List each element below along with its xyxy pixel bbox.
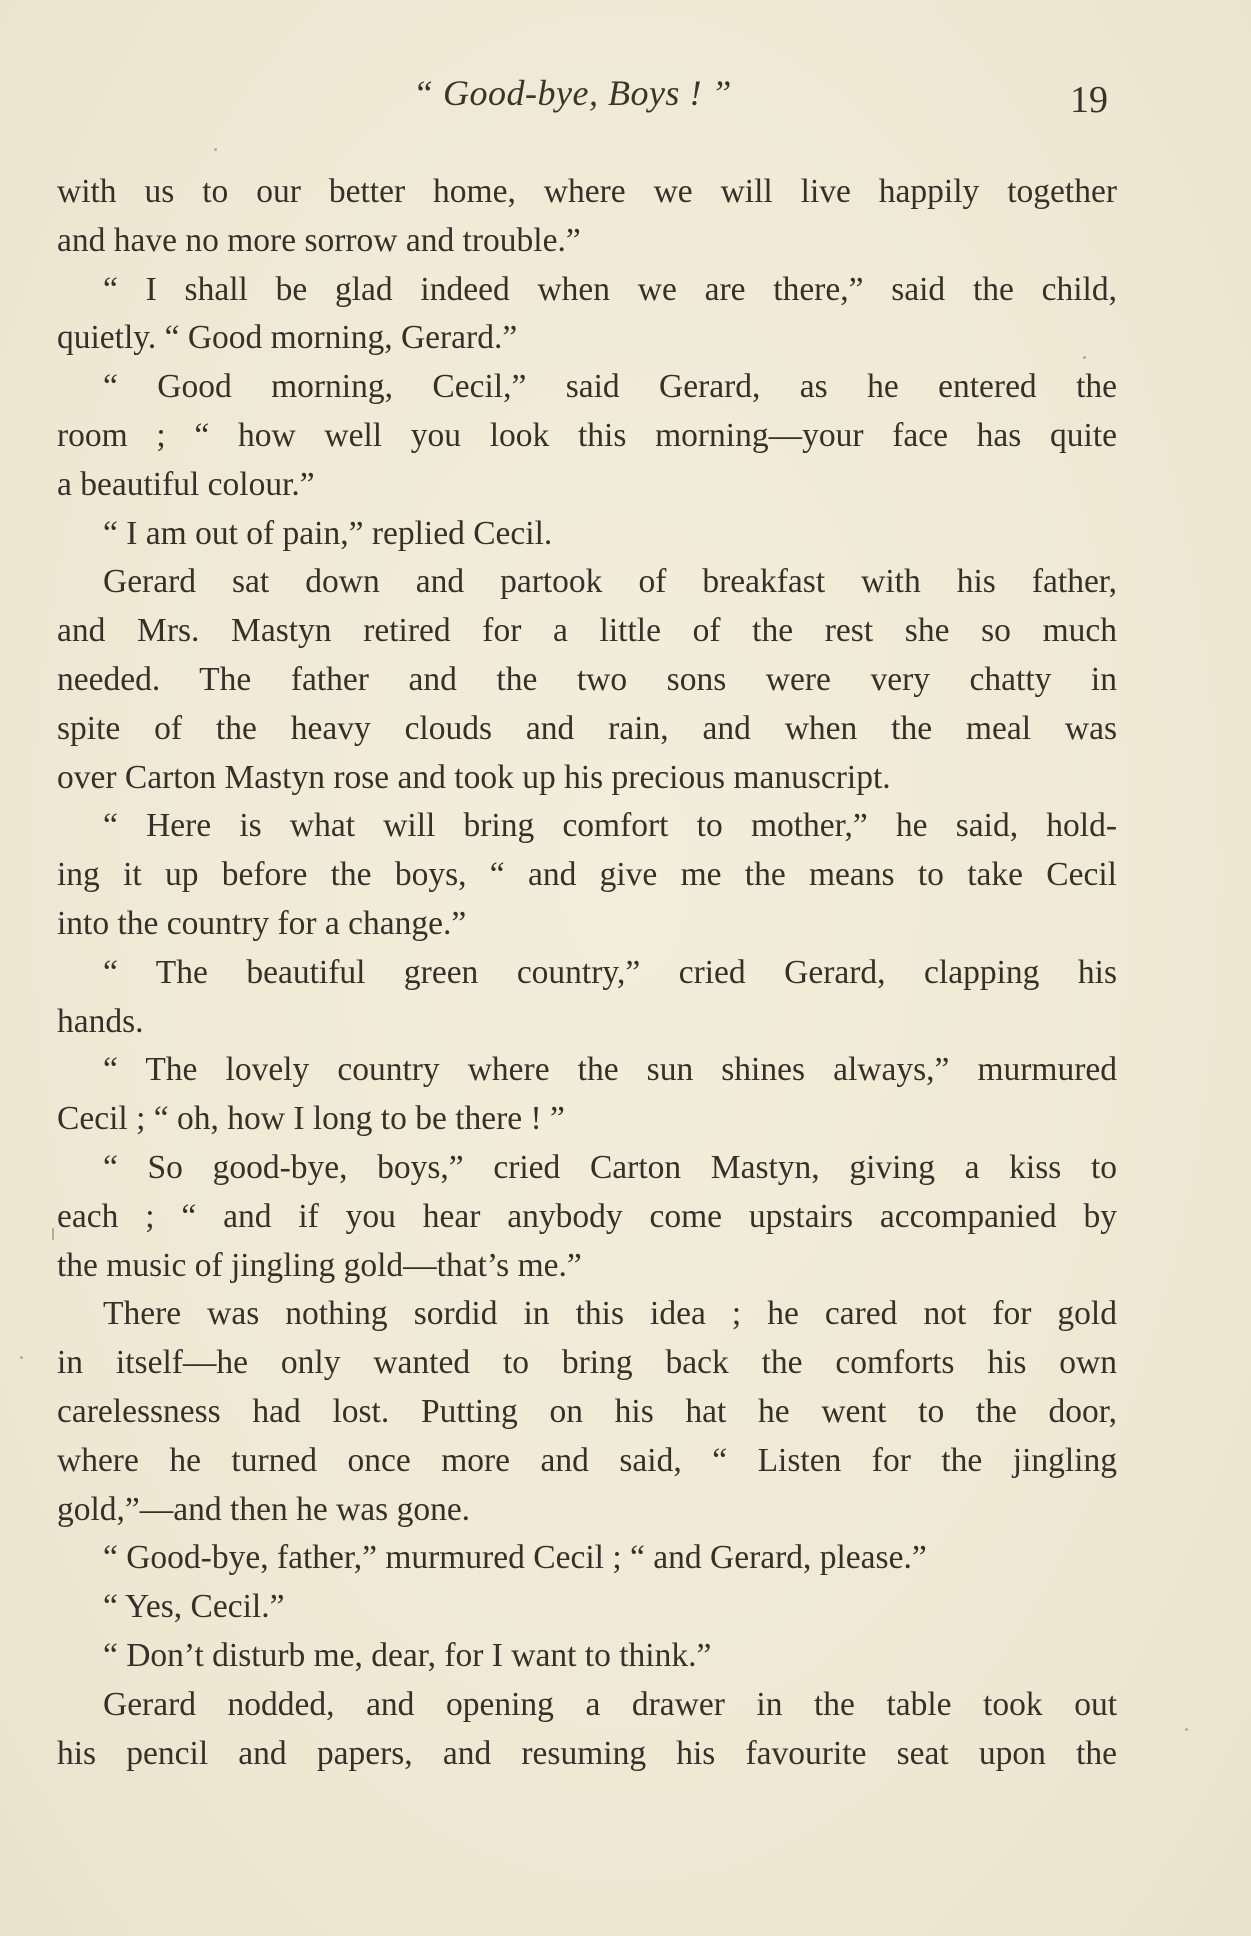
text-line: where he turned once more and said, “ Listen for the jingling	[57, 1441, 1117, 1479]
text-line: ing it up before the boys, “ and give me the means to take Cecil	[57, 856, 1117, 894]
text-line: hands.	[57, 1002, 144, 1040]
text-line: Gerard nodded, and opening a drawer in the table took out	[103, 1685, 1117, 1723]
text-line: into the country for a change.”	[57, 904, 467, 942]
text-line: “ Here is what will bring comfort to mother,” he said, hold-	[103, 807, 1117, 845]
text-line: the music of jingling gold—that’s me.”	[57, 1246, 582, 1284]
text-line: room ; “ how well you look this morning—your face has quite	[57, 416, 1117, 454]
text-line: Cecil ; “ oh, how I long to be there ! ”	[57, 1100, 565, 1138]
text-line: and Mrs. Mastyn retired for a little of the rest she so much	[57, 612, 1117, 650]
text-line: with us to our better home, where we will live happily together	[57, 173, 1117, 210]
paper-speck	[20, 1356, 23, 1359]
text-line: Gerard sat down and partook of breakfast with his father,	[103, 563, 1117, 601]
paper-speck	[214, 148, 217, 151]
paper-speck	[1083, 356, 1086, 359]
text-line: his pencil and papers, and resuming his favourite seat upon the	[57, 1734, 1117, 1772]
text-line: in itself—he only wanted to bring back the comforts his own	[57, 1344, 1117, 1382]
text-line: “ Good morning, Cecil,” said Gerard, as he entered the	[103, 368, 1117, 406]
text-line: a beautiful colour.”	[57, 465, 315, 503]
text-line: “ Good-bye, father,” murmured Cecil ; “ and Gerard, please.”	[103, 1539, 927, 1577]
text-line: There was nothing sordid in this idea ; he cared not for gold	[103, 1295, 1117, 1333]
text-line: “ The beautiful green country,” cried Gerard, clapping his	[103, 953, 1117, 991]
body-text	[57, 168, 1117, 1778]
text-line: spite of the heavy clouds and rain, and when the meal was	[57, 709, 1117, 747]
text-line: each ; “ and if you hear anybody come upstairs accompanied by	[57, 1197, 1117, 1235]
text-line: “ Yes, Cecil.”	[103, 1588, 285, 1626]
paper-speck	[52, 1228, 54, 1240]
text-line: “ Don’t disturb me, dear, for I want to think.”	[103, 1636, 712, 1674]
running-title: “ Good-bye, Boys ! ”	[413, 73, 732, 113]
text-line: and have no more sorrow and trouble.”	[57, 221, 581, 259]
page-number: 19	[1070, 79, 1108, 121]
text-line: “ The lovely country where the sun shines always,” murmured	[103, 1051, 1117, 1089]
text-line: over Carton Mastyn rose and took up his precious manuscript.	[57, 758, 891, 796]
text-line: “ I shall be glad indeed when we are there,” said the child,	[103, 270, 1117, 308]
text-line: quietly. “ Good morning, Gerard.”	[57, 319, 518, 357]
text-line: gold,”—and then he was gone.	[57, 1490, 471, 1528]
text-line: “ I am out of pain,” replied Cecil.	[103, 514, 553, 552]
text-line: “ So good-bye, boys,” cried Carton Mastyn, giving a kiss to	[103, 1148, 1117, 1186]
text-line: needed. The father and the two sons were very chatty in	[57, 660, 1117, 698]
running-head	[0, 72, 1251, 122]
text-line: carelessness had lost. Putting on his hat he went to the door,	[57, 1392, 1117, 1430]
paper-speck	[1185, 1728, 1188, 1731]
